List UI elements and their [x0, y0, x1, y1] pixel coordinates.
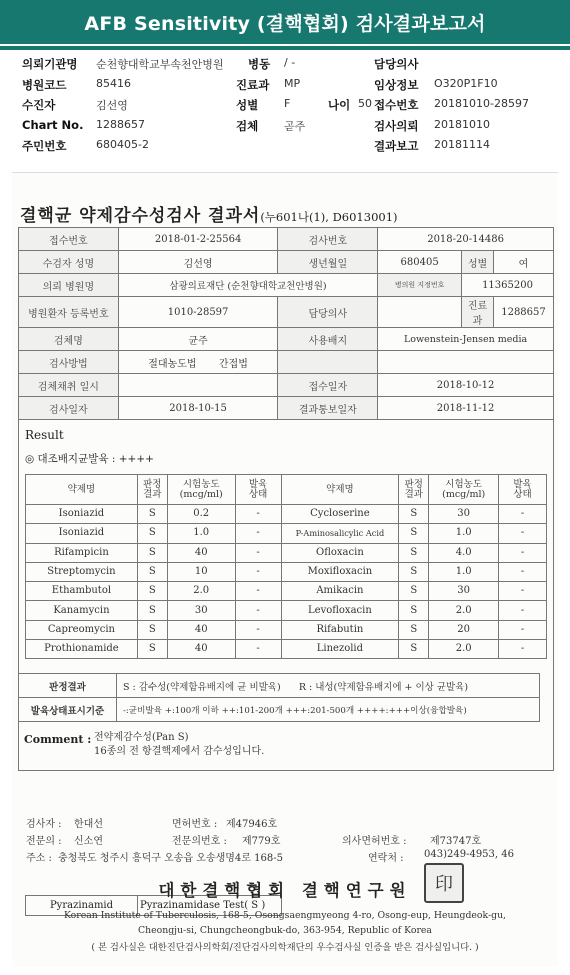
pza-drug-name: Pyrazinamid [26, 896, 138, 916]
drug-name: Linezolid [281, 640, 399, 659]
drug-result: S [137, 640, 167, 659]
attending [378, 297, 462, 328]
drug-result: S [137, 620, 167, 639]
drug-name: Levofloxacin [281, 601, 399, 620]
drug-growth: - [235, 620, 281, 639]
growth-criteria: -:균비발육 +:100개 이하 ++:101-200개 +++:201-500개 ++++:+++이상(융합발육) [117, 698, 540, 722]
drug-result: S [137, 601, 167, 620]
growth-label: 발육상태표시기준 [19, 698, 117, 722]
drug-table-row [26, 543, 547, 562]
drug-result: S [399, 524, 429, 543]
document-title: 결핵균 약제감수성검사 결과서(누601나(1), D6013001) [20, 206, 398, 226]
drug-result: S [399, 640, 429, 659]
drug-result: S [137, 582, 167, 601]
drug-table-header: 약제명 [281, 475, 399, 505]
report-label: 결과보고 [374, 139, 419, 153]
drug-concentration: 1.0 [429, 562, 499, 581]
specialist: 신소연 [74, 836, 103, 847]
receipt-no: 2018-01-2-25564 [118, 228, 278, 251]
drug-growth: - [235, 505, 281, 524]
cell-label: 결과통보일자 [278, 397, 378, 420]
doctor-license: 제73747호 [430, 836, 482, 847]
license-label: 면허번호 : [172, 819, 218, 830]
cell-label: 사용배지 [278, 328, 378, 351]
patient-name: 김선영 [118, 251, 278, 274]
drug-name: P-Aminosalicylic Acid [281, 524, 399, 543]
drug-concentration: 2.0 [429, 640, 499, 659]
judge-r: R : 내성(약제함유배지에 + 이상 균발육) [298, 681, 469, 693]
drug-table-header: 판정 결과 [137, 475, 167, 505]
cell-label: 수검자 성명 [19, 251, 119, 274]
drug-name: Cycloserine [281, 505, 399, 524]
drug-growth: - [235, 562, 281, 581]
drug-name: Ofloxacin [281, 543, 399, 562]
received-date: 2018-10-12 [378, 374, 554, 397]
drug-concentration: 40 [167, 620, 235, 639]
dept-label: 진료과 [236, 77, 270, 92]
org-en-line-1: Korean Institute of Tuberculosis, 168-5, Osongsaengmyeong 4-ro, Osong-eup, Heungdeok-gu, [63, 910, 507, 921]
judge-criteria [117, 674, 540, 698]
spec-license: 제779호 [242, 836, 281, 847]
chart-label: Chart No. [22, 117, 84, 132]
control-growth-line [25, 451, 154, 466]
patient-reg-no: 1010-28597 [118, 297, 278, 328]
drug-name: Streptomycin [26, 562, 138, 581]
cell-empty [378, 351, 554, 374]
drug-concentration: 1.0 [167, 524, 235, 543]
drug-result: S [399, 582, 429, 601]
drug-name: Isoniazid [26, 505, 138, 524]
cell-label: 진료과 [462, 297, 494, 328]
drug-name: Amikacin [281, 582, 399, 601]
drug-table-row [26, 620, 547, 639]
drug-growth: - [499, 640, 547, 659]
drug-table-row [26, 582, 547, 601]
clinical-value: O320P1F10 [434, 76, 498, 90]
drug-concentration: 2.0 [167, 582, 235, 601]
drug-name: Ethambutol [26, 582, 138, 601]
report-footer [12, 815, 558, 866]
comment-line-2: 16종의 전 항결핵제에서 감수성입니다. [94, 746, 265, 757]
cell-label: 생년월일 [278, 251, 378, 274]
drug-table-header: 시험농도 (mcg/ml) [429, 475, 499, 505]
dept-value: MP [284, 76, 301, 90]
org-en-line-2: Cheongju-si, Chungcheongbuk-do, 363-954, Republic of Korea [138, 925, 432, 936]
hospital-value: 순천향대학교부속천안병원 [96, 58, 224, 71]
specialist-label: 전문의 : [26, 836, 62, 847]
cell-label: 병의원 지정번호 [378, 274, 462, 297]
specimen-label: 검체 [236, 118, 259, 133]
cell-label: 접수일자 [278, 374, 378, 397]
cell-label: 의뢰 병원명 [19, 274, 119, 297]
doctor-label: 담당의사 [374, 57, 419, 71]
drug-name: Kanamycin [26, 601, 138, 620]
drug-concentration: 30 [429, 505, 499, 524]
drug-growth: - [499, 601, 547, 620]
cell-label: 검체명 [19, 328, 119, 351]
organization-address-en [12, 908, 558, 938]
address: 충청북도 청주시 흥덕구 오송읍 오송생명4로 168-5 [58, 853, 283, 864]
drug-table-header: 약제명 [26, 475, 138, 505]
chart-value: 1288657 [96, 117, 145, 131]
ward-label: 병동 [248, 57, 271, 71]
drug-growth: - [235, 601, 281, 620]
cell-label: 접수번호 [19, 228, 119, 251]
judge-s: S : 감수성(약제함유배지에 균 비발육) [123, 681, 281, 693]
cell-label: 검사번호 [278, 228, 378, 251]
recipient-label: 수진자 [22, 98, 56, 112]
cell-label: 검체채취 일시 [19, 374, 119, 397]
scanned-report-document [12, 172, 558, 967]
request-label: 검사의뢰 [374, 118, 419, 133]
cell-label: 담당의사 [278, 297, 378, 328]
cell-label [278, 351, 378, 374]
drug-concentration: 30 [429, 582, 499, 601]
dob: 680405 [378, 251, 462, 274]
notified-date: 2018-11-12 [378, 397, 554, 420]
designated-no: 11365200 [462, 274, 554, 297]
drug-name: Capreomycin [26, 620, 138, 639]
drug-name: Rifampicin [26, 543, 138, 562]
specimen: 균주 [118, 328, 278, 351]
document-title-sub: (누601나(1), D6013001) [260, 210, 398, 224]
specimen-info-table [18, 227, 554, 420]
drug-result: S [399, 543, 429, 562]
receipt-label: 접수번호 [374, 98, 419, 112]
drug-name: Moxifloxacin [281, 562, 399, 581]
drug-name: Prothionamide [26, 640, 138, 659]
age-value: 50 [358, 97, 372, 110]
method [118, 351, 278, 374]
drug-growth: - [499, 524, 547, 543]
resident-value: 680405-2 [96, 138, 149, 151]
result-title: Result [25, 428, 64, 442]
drug-growth: - [499, 505, 547, 524]
address-label: 주소 : [26, 853, 52, 864]
control-growth-label: ◎ 대조배지균발육 : [25, 453, 116, 465]
ward-value: / - [284, 56, 296, 69]
drug-result: S [137, 505, 167, 524]
hospital-label: 의뢰기관명 [22, 57, 78, 71]
drug-concentration: 4.0 [429, 543, 499, 562]
cell-label: 병원환자 등록번호 [19, 297, 119, 328]
drug-result: S [137, 524, 167, 543]
contact: 043)249-4953, 46 [424, 849, 514, 860]
license: 제47946호 [226, 819, 278, 830]
comment-text [94, 731, 264, 759]
drug-result: S [399, 562, 429, 581]
drug-concentration: 40 [167, 543, 235, 562]
age-label: 나이 [328, 98, 351, 112]
code-label: 병원코드 [22, 77, 67, 92]
drug-growth: - [235, 640, 281, 659]
report-header [0, 0, 570, 44]
drug-growth: - [499, 562, 547, 581]
drug-concentration: 10 [167, 562, 235, 581]
drug-concentration: 30 [167, 601, 235, 620]
drug-growth: - [235, 524, 281, 543]
drug-growth: - [235, 582, 281, 601]
cell-label: 성별 [462, 251, 494, 274]
drug-concentration: 2.0 [429, 601, 499, 620]
cell-label: 검사일자 [19, 397, 119, 420]
requesting-hospital: 삼광의료재단 (순천향대학교천안병원) [118, 274, 377, 297]
drug-growth: - [499, 620, 547, 639]
drug-result: S [399, 505, 429, 524]
report-title: AFB Sensitivity (결핵협회) 검사결과보고서 [84, 12, 486, 35]
patient-info-panel [22, 54, 562, 157]
tested-date: 2018-10-15 [118, 397, 278, 420]
certification-notice: ( 본 검사실은 대한진단검사의학회/진단검사의학재단의 우수검사실 인증을 받은 검사실입니다. ) [91, 942, 479, 953]
legend-table [18, 673, 540, 722]
method-1: 절대농도법 [148, 358, 197, 370]
drug-table-row [26, 505, 547, 524]
method-2: 간접법 [218, 358, 248, 370]
drug-growth: - [499, 582, 547, 601]
report-value: 20181114 [434, 138, 490, 151]
drug-table-row [26, 562, 547, 581]
clinical-label: 임상정보 [374, 77, 419, 92]
examiner: 한대선 [74, 819, 103, 830]
examiner-label: 검사자 : [26, 819, 62, 830]
drug-susceptibility-table [25, 474, 547, 659]
header-divider [0, 46, 570, 50]
comment-line-1: 전약제감수성(Pan S) [94, 732, 189, 743]
drug-result: S [399, 601, 429, 620]
resident-label: 주민번호 [22, 139, 67, 153]
collect-date [118, 374, 278, 397]
drug-result: S [399, 620, 429, 639]
doctor-license-label: 의사면허번호 : [342, 836, 407, 847]
code-value: 85416 [96, 76, 131, 90]
recipient-value: 김선영 [96, 99, 128, 112]
sex-label: 성별 [236, 98, 259, 112]
organization-name: 대한결핵협회 결핵연구원 [158, 881, 412, 900]
request-value: 20181010 [434, 117, 490, 131]
drug-table-header: 발육 상태 [235, 475, 281, 505]
spec-license-label: 전문의번호 : [172, 836, 227, 847]
medium: Lowenstein-Jensen media [378, 328, 554, 351]
drug-table-row [26, 524, 547, 543]
drug-table-header: 판정 결과 [399, 475, 429, 505]
drug-name: Isoniazid [26, 524, 138, 543]
receipt-value: 20181010-28597 [434, 97, 529, 110]
contact-label: 연락처 : [368, 853, 404, 864]
sex: 여 [493, 251, 553, 274]
drug-result: S [137, 543, 167, 562]
comment-label: Comment : [24, 733, 92, 746]
drug-table-header: 발육 상태 [499, 475, 547, 505]
drug-table-row [26, 640, 547, 659]
drug-table-row [26, 601, 547, 620]
drug-concentration: 20 [429, 620, 499, 639]
drug-concentration: 1.0 [429, 524, 499, 543]
dept-value: 1288657 [493, 297, 553, 328]
drug-concentration: 40 [167, 640, 235, 659]
test-no: 2018-20-14486 [378, 228, 554, 251]
control-growth-value: ++++ [118, 453, 154, 465]
pza-test-result: Pyrazinamidase Test( S ) [138, 896, 282, 916]
drug-table-header: 시험농도 (mcg/ml) [167, 475, 235, 505]
drug-growth: - [235, 543, 281, 562]
judge-label: 판정결과 [19, 674, 117, 698]
specimen-value: 곧주 [284, 119, 306, 133]
official-seal-icon: 印 [424, 863, 464, 903]
drug-name: Rifabutin [281, 620, 399, 639]
drug-growth: - [499, 543, 547, 562]
drug-result: S [137, 562, 167, 581]
cell-label: 검사방법 [19, 351, 119, 374]
drug-concentration: 0.2 [167, 505, 235, 524]
sex-value: F [284, 97, 291, 110]
